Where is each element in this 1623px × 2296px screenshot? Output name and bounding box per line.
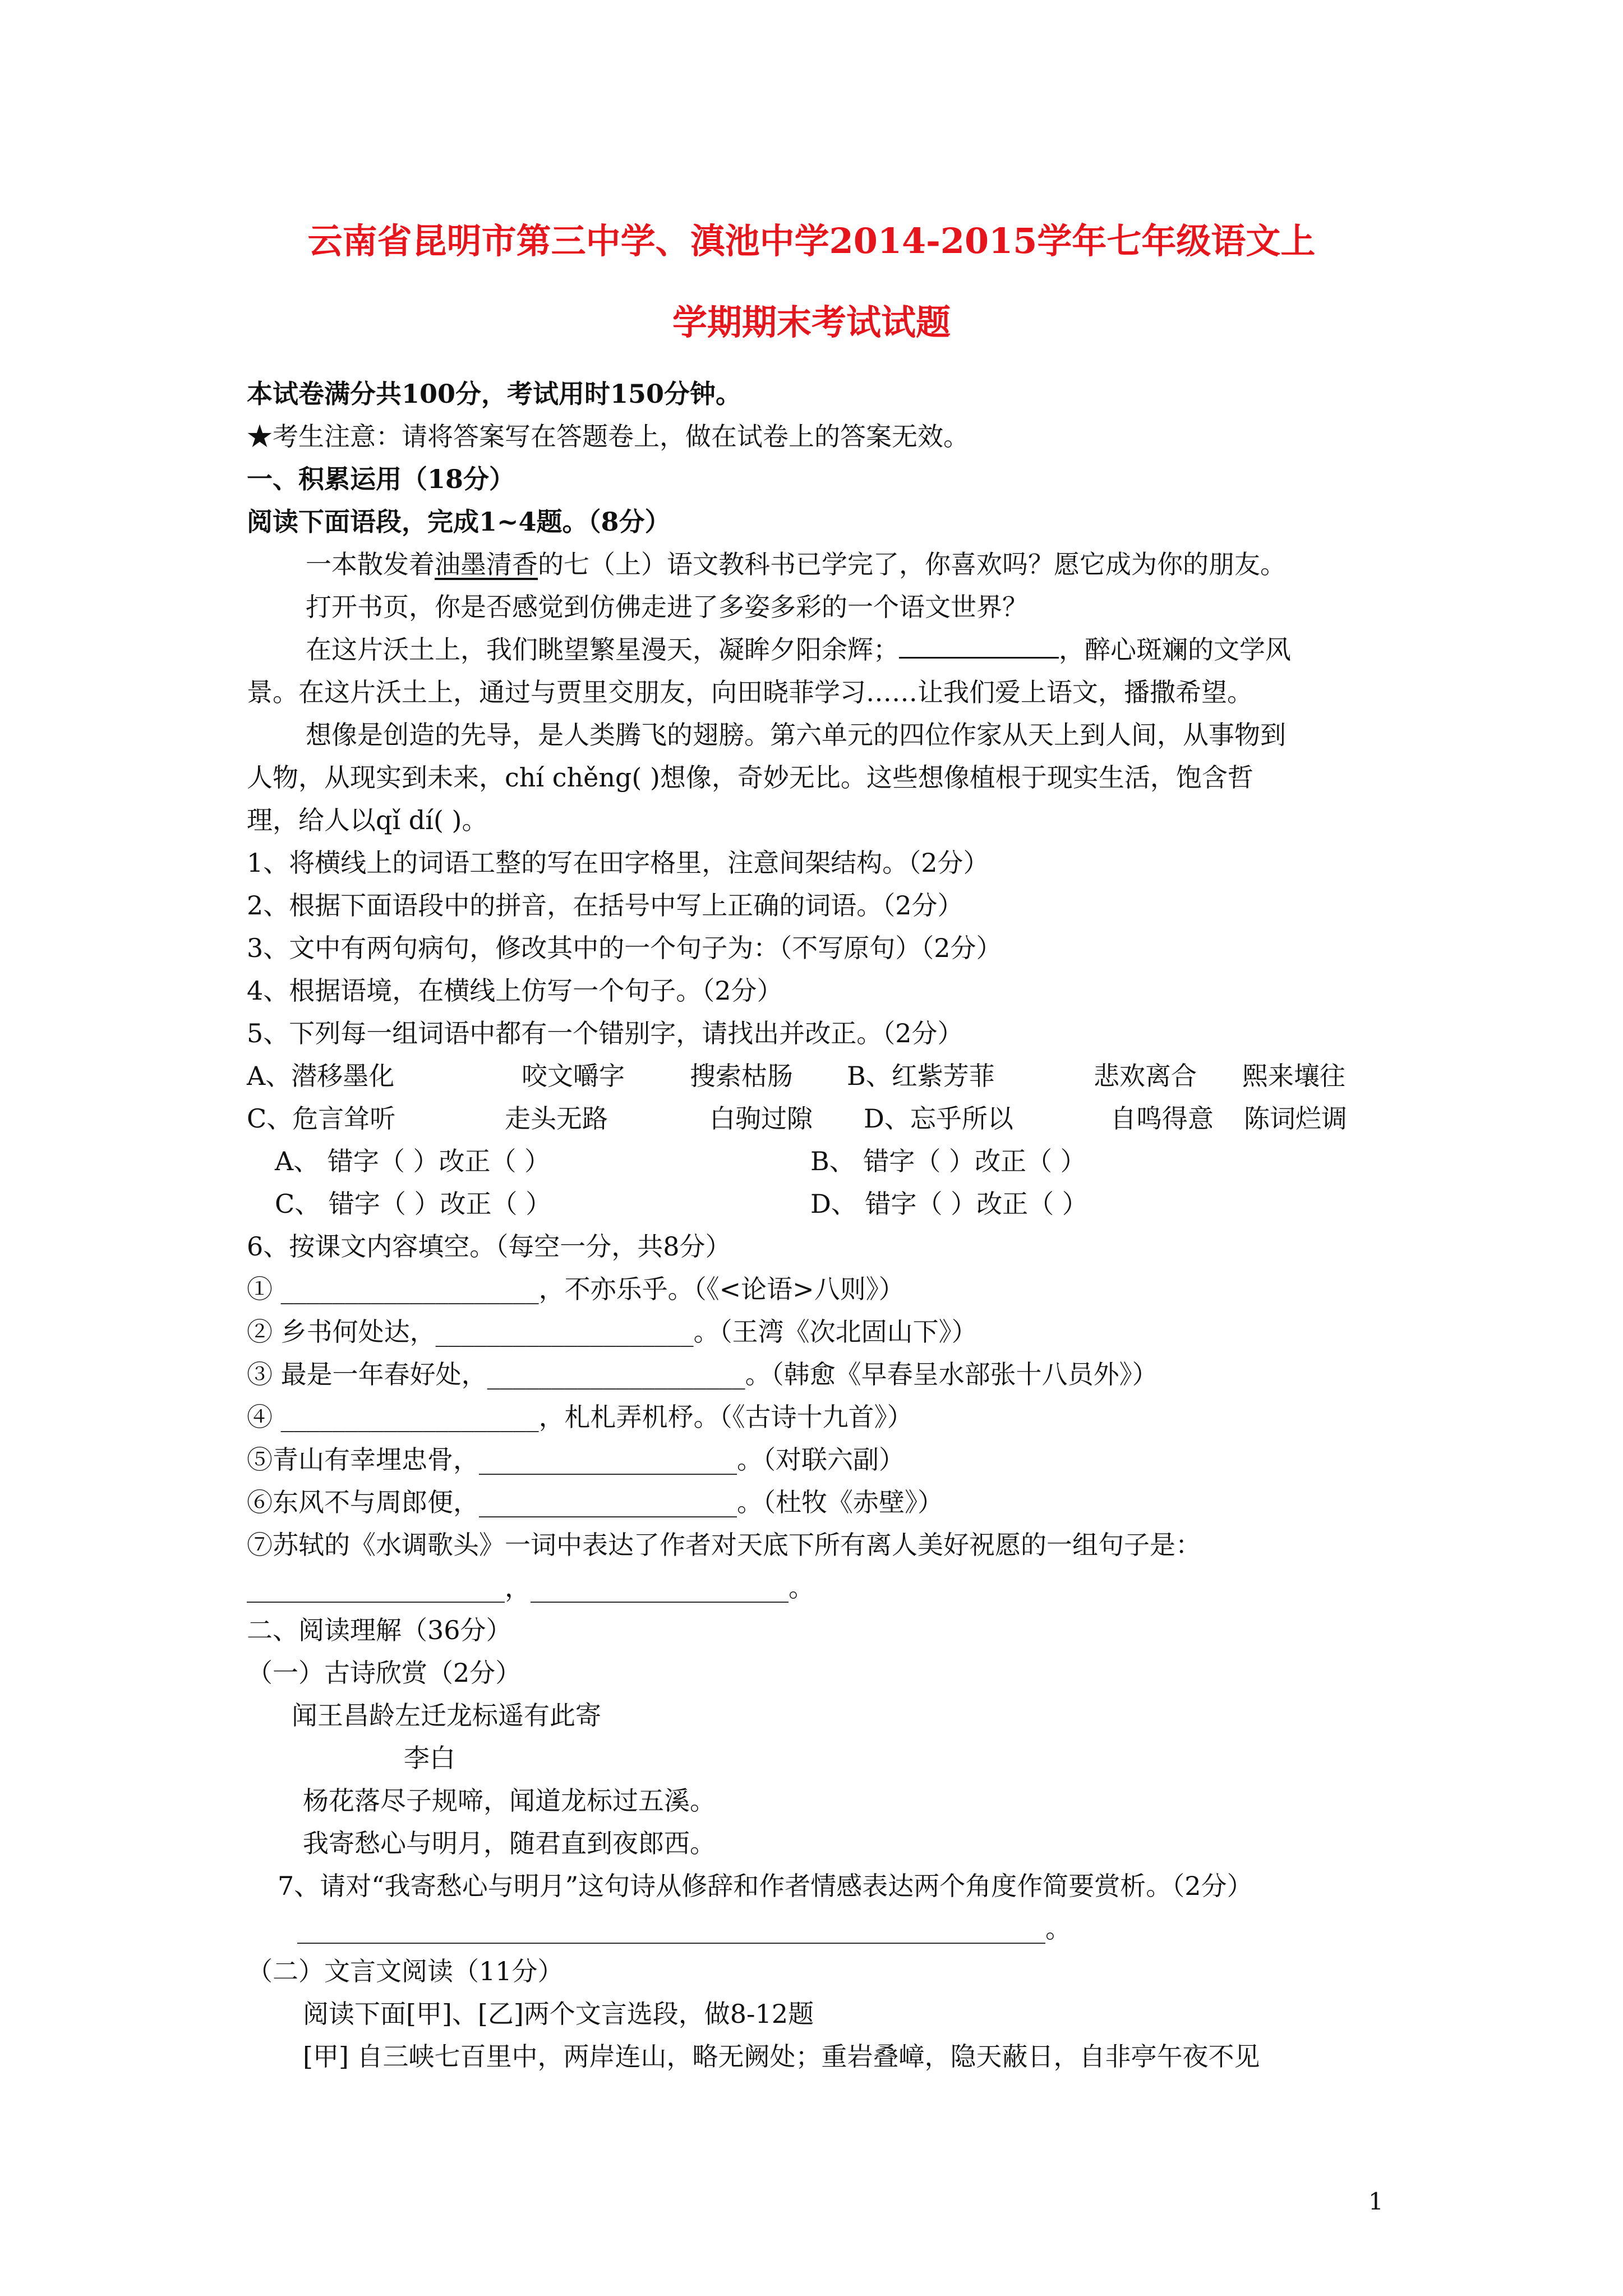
p1-underlined-phrase: 油墨清香: [435, 549, 538, 579]
poem-section-heading: （一）古诗欣赏（2分）: [247, 1658, 522, 1688]
q7-answer-blank: __________________________________________________________。: [297, 1913, 1071, 1944]
q5-answer-b: B、 错字（ ）改正（ ）: [810, 1146, 1086, 1176]
passage-paragraph-3: [306, 633, 1399, 666]
poem-line-1: 杨花落尽子规啼，闻道龙标过五溪。: [303, 1786, 716, 1816]
p3-part-b: ，醉心斑斓的文学风: [1059, 634, 1291, 665]
page-number: 1: [1368, 2188, 1384, 2215]
classical-instruction: 阅读下面[甲]、[乙]两个文言选段，做8-12题: [303, 1999, 814, 2029]
question-1: 1、将横线上的词语工整的写在田字格里，注意间架结构。（2分）: [247, 848, 989, 878]
passage-paragraph-4-cont2: 理，给人以qǐ dí( )。: [247, 805, 488, 835]
section2-heading: 二、阅读理解（36分）: [247, 1615, 512, 1645]
document-title-line1: 云南省昆明市第三中学、滇池中学2014-2015学年七年级语文上: [307, 220, 1316, 261]
poem-author: 李白: [404, 1743, 455, 1773]
q5-word: 白驹过隙: [709, 1103, 813, 1134]
q5-answer-a: A、 错字（ ）改正（ ）: [275, 1146, 551, 1176]
poem-title: 闻王昌龄左迁龙标遥有此寄: [292, 1700, 601, 1731]
q6-item-6: ⑥东风不与周郎便，____________________。（杜牧《赤壁》）: [247, 1487, 943, 1517]
q5-option-d: D、忘乎所以: [864, 1103, 1013, 1134]
p1-pre: 一本散发着: [306, 549, 435, 579]
q5-word: 陈词烂调: [1244, 1103, 1347, 1134]
notice: ★考生注意：请将答案写在答题卷上，做在试卷上的答案无效。: [247, 421, 969, 452]
q5-word: 悲欢离合: [1094, 1061, 1197, 1091]
q6-item-5: ⑤青山有幸埋忠骨，____________________。（对联六副）: [247, 1444, 905, 1475]
passage-paragraph-2: 打开书页，你是否感觉到仿佛走进了多姿多彩的一个语文世界？: [306, 592, 1028, 622]
section1-instruction: 阅读下面语段，完成1~4题。（8分）: [247, 507, 671, 537]
q5-option-a: A、潜移墨化: [247, 1061, 395, 1091]
q5-word: 走头无路: [505, 1103, 608, 1134]
classical-section-heading: （二）文言文阅读（11分）: [247, 1956, 564, 1986]
question-3: 3、文中有两句病句，修改其中的一个句子为：（不写原句）（2分）: [247, 933, 1002, 963]
question-5: 5、下列每一组词语中都有一个错别字，请找出并改正。（2分）: [247, 1018, 963, 1048]
score-info: 本试卷满分共100分，考试用时150分钟。: [247, 379, 742, 409]
section1-heading: 一、积累运用（18分）: [247, 464, 515, 494]
passage-paragraph-4-cont1: 人物，从现实到未来，chí chěng( )想像，奇妙无比。这些想像植根于现实生活，饱含哲: [247, 762, 1253, 793]
q5-word: 熙来壤往: [1242, 1061, 1345, 1091]
q6-item-3: ③ 最是一年春好处，____________________。（韩愈《早春呈水部张十八员外》）: [247, 1359, 1158, 1389]
passage-paragraph-4: 想像是创造的先导，是人类腾飞的翅膀。第六单元的四位作家从天上到人间，从事物到: [306, 720, 1286, 750]
p1-post: 的七（上）语文教科书已学完了，你喜欢吗？愿它成为你的朋友。: [538, 549, 1286, 579]
q5-word: 咬文嚼字: [522, 1061, 625, 1091]
fill-blank-line[interactable]: [899, 633, 1059, 659]
question-2: 2、根据下面语段中的拼音，在括号中写上正确的词语。（2分）: [247, 890, 963, 921]
q5-word: 搜索枯肠: [690, 1061, 793, 1091]
q5-answer-d: D、 错字（ ）改正（ ）: [810, 1189, 1088, 1219]
question-6: 6、按课文内容填空。（每空一分，共8分）: [247, 1231, 731, 1262]
q6-item-7-blanks: ____________________，____________________。: [247, 1572, 814, 1603]
question-4: 4、根据语境，在横线上仿写一个句子。（2分）: [247, 976, 783, 1006]
classical-passage-jia: [甲] 自三峡七百里中，两岸连山，略无阙处；重岩叠嶂，隐天蔽日，自非亭午夜不见: [303, 2041, 1260, 2072]
q6-item-2: ② 乡书何处达，____________________。（王湾《次北固山下》）: [247, 1317, 978, 1347]
question-7: 7、请对“我寄愁心与明月”这句诗从修辞和作者情感表达两个角度作简要赏析。（2分）: [278, 1871, 1253, 1901]
q6-item-4: ④ ____________________，札札弄机杼。（《古诗十九首》）: [247, 1402, 913, 1432]
q5-answer-c: C、 错字（ ）改正（ ）: [275, 1189, 552, 1219]
q6-item-1: ① ____________________，不亦乐乎。（《<论语>八则》）: [247, 1274, 905, 1304]
q5-option-c: C、危言耸听: [247, 1103, 396, 1134]
p3-part-a: 在这片沃土上，我们眺望繁星漫天，凝眸夕阳余辉；: [306, 634, 899, 665]
q5-word: 自鸣得意: [1110, 1103, 1214, 1134]
document-title-line2: 学期期末考试试题: [672, 302, 951, 343]
q6-item-7: ⑦苏轼的《水调歌头》一词中表达了作者对天底下所有离人美好祝愿的一组句子是：: [247, 1530, 1201, 1560]
passage-paragraph-3-cont: 景。在这片沃土上，通过与贾里交朋友，向田晓菲学习……让我们爱上语文，播撒希望。: [247, 677, 1253, 707]
q5-option-b: B、红紫芳菲: [847, 1061, 995, 1091]
poem-line-2: 我寄愁心与明月，随君直到夜郎西。: [303, 1828, 716, 1858]
passage-paragraph-1: [306, 547, 1399, 581]
